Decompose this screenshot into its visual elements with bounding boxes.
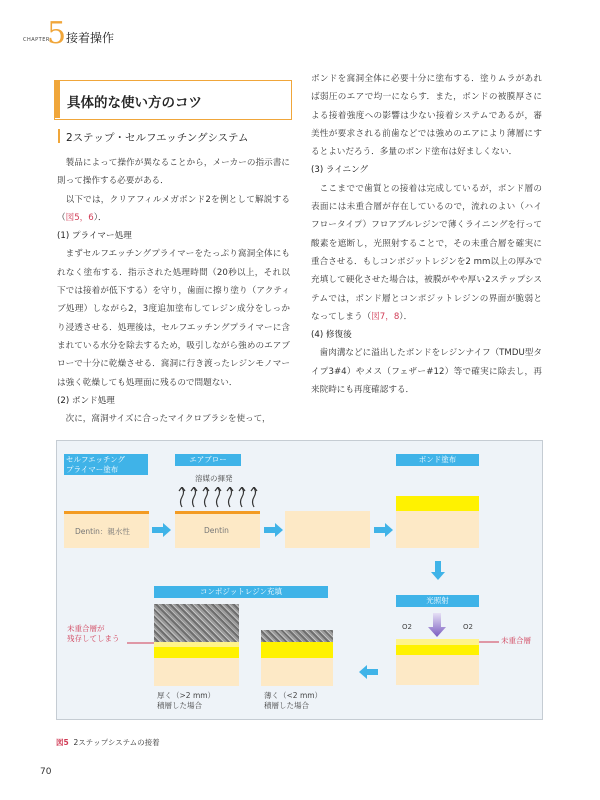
pointer-line bbox=[127, 641, 154, 645]
chapter-title: 接着操作 bbox=[66, 31, 115, 45]
arrow-right-icon bbox=[152, 523, 172, 537]
thin-layer-caption: 薄く（<2 mm） 積層した場合 bbox=[264, 691, 323, 710]
heading-after-restoration: (4) 修復後 bbox=[311, 330, 352, 341]
o2-left-label: O2 bbox=[402, 623, 412, 631]
dentin-block-7 bbox=[261, 658, 333, 686]
bond-layer bbox=[154, 647, 239, 658]
bond-paragraph-continued: ボンドを窩洞全体に必要十分に塗布する．塗りムラがあれば弱圧のエアで均一にならす．また，ボンドの被膜厚さによる接着強度への影響は少ない接着システムであるが，審美性が要求される前歯などでは強めのエアにより薄層にするとよいだろう．多量のボンド塗布は好ましくない． bbox=[311, 74, 542, 158]
dentin-block-6 bbox=[154, 658, 239, 686]
figure-number: 図5 bbox=[56, 738, 69, 747]
right-column bbox=[311, 70, 542, 399]
subsection-title: 2ステップ・セルフエッチングシステム bbox=[66, 132, 249, 144]
composite-thin-layer bbox=[261, 630, 333, 642]
step-light-cure-label: 光照射 bbox=[396, 595, 479, 607]
bond-paragraph: 次に，窩洞サイズに合ったマイクロブラシを使って， bbox=[65, 414, 271, 425]
arrow-down-icon bbox=[431, 561, 445, 581]
lining-paragraph bbox=[311, 180, 542, 326]
o2-right-label: O2 bbox=[463, 623, 473, 631]
dentin-label: Dentin bbox=[204, 526, 229, 535]
bond-layer bbox=[261, 642, 333, 658]
lining-pre: ここまでで歯質との接着は完成しているが，ボンド層の表面には未重合層が存在しているので，流れのよい（ハイフロータイプ）フロアブルレジンで薄くライニングを行って酸素を遮断し，光照射することで，その未重合層を確実に重合させる．もしコンポジットレジンを2 mm以上の厚みで充填して硬化させた場合は，被膜がやや厚い2ステップシステムでは，ボンド層とコンポジットレジンの界面が脆弱となってしまう（ bbox=[311, 183, 542, 322]
dentin-hydrophilic-label: Dentin：親水性 bbox=[75, 527, 130, 536]
figure-reference-link[interactable]: 図5，6 bbox=[65, 212, 94, 223]
chapter-label: CHAPTER bbox=[23, 37, 50, 43]
evaporation-arrows-icon bbox=[177, 487, 267, 509]
section-title: 具体的な使い方のコツ bbox=[67, 95, 202, 111]
step-bond-label: ボンド塗布 bbox=[396, 454, 479, 466]
uncured-layer-label: 未重合層 bbox=[501, 636, 531, 645]
chapter-number: 5 bbox=[47, 16, 67, 51]
intro-paragraph-1: 製品によって操作が異なることから，メーカーの指示書に則って操作する必要がある． bbox=[57, 158, 290, 187]
arrow-left-icon bbox=[358, 665, 378, 679]
step-composite-label: コンポジットレジン充填 bbox=[154, 586, 328, 598]
intro-2-pre: 以下では，クリアフィルメガボンド2を例として解説する（ bbox=[57, 194, 290, 223]
heading-primer: (1) プライマー処理 bbox=[57, 231, 132, 242]
figure-diagram bbox=[56, 440, 543, 720]
step-primer-label: セルフエッチング プライマー塗布 bbox=[64, 454, 148, 475]
heading-bond: (2) ボンド処理 bbox=[57, 395, 115, 406]
composite-thick-layer bbox=[154, 604, 239, 642]
left-column bbox=[57, 154, 290, 428]
dentin-block-4 bbox=[396, 511, 479, 548]
heading-lining: (3) ライニング bbox=[311, 165, 369, 176]
dentin-block-3 bbox=[285, 511, 370, 548]
lining-post: ）． bbox=[399, 311, 413, 322]
figure-caption-text: 2ステップシステムの接着 bbox=[73, 738, 160, 747]
page-number: 70 bbox=[40, 767, 52, 777]
primer-paragraph: まずセルフエッチングプライマーをたっぷり窩洞全体にもれなく塗布する．指示された処理時間（20秒以上，それ以下では接着が低下する）を守り，歯面に擦り塗り（アクティブ処理）しながら2，3度追加塗布してレジン成分をしっかり浸透させる．処理後は，セルフエッチングプライマーに含まれている水分を除去するため，吸引しながら強めのエアブローで十分に乾燥させる．窩洞に行き渡ったレジンモノマーは強く乾燥しても処理面に残るので問題ない． bbox=[57, 249, 290, 388]
step-airblow-label: エアブロー bbox=[175, 454, 241, 466]
solvent-evaporation-label: 溶媒の揮発 bbox=[195, 474, 233, 483]
arrow-right-icon bbox=[374, 523, 394, 537]
subsection-accent bbox=[58, 129, 60, 143]
pointer-line bbox=[479, 640, 499, 644]
uncured-remains-label: 未重合層が 残存してしまう bbox=[67, 624, 120, 643]
section-heading-accent bbox=[55, 81, 60, 118]
light-arrow-icon bbox=[428, 613, 446, 637]
arrow-right-icon bbox=[264, 523, 284, 537]
after-restoration-paragraph: 歯肉溝などに溢出したボンドをレジンナイフ（TMDU型タイプ3#4）やメス（フェザー#12）等で確実に除去し，再来院時にも再度確認する． bbox=[311, 348, 542, 396]
bond-layer-cured bbox=[396, 645, 479, 655]
dentin-block-5 bbox=[396, 655, 479, 685]
intro-paragraph-2 bbox=[57, 191, 290, 228]
bond-layer bbox=[396, 496, 479, 511]
figure-reference-link[interactable]: 図7，8 bbox=[371, 311, 400, 322]
thick-layer-caption: 厚く（>2 mm） 積層した場合 bbox=[157, 691, 216, 710]
intro-2-post: ）． bbox=[93, 212, 107, 223]
figure-caption bbox=[56, 737, 160, 748]
